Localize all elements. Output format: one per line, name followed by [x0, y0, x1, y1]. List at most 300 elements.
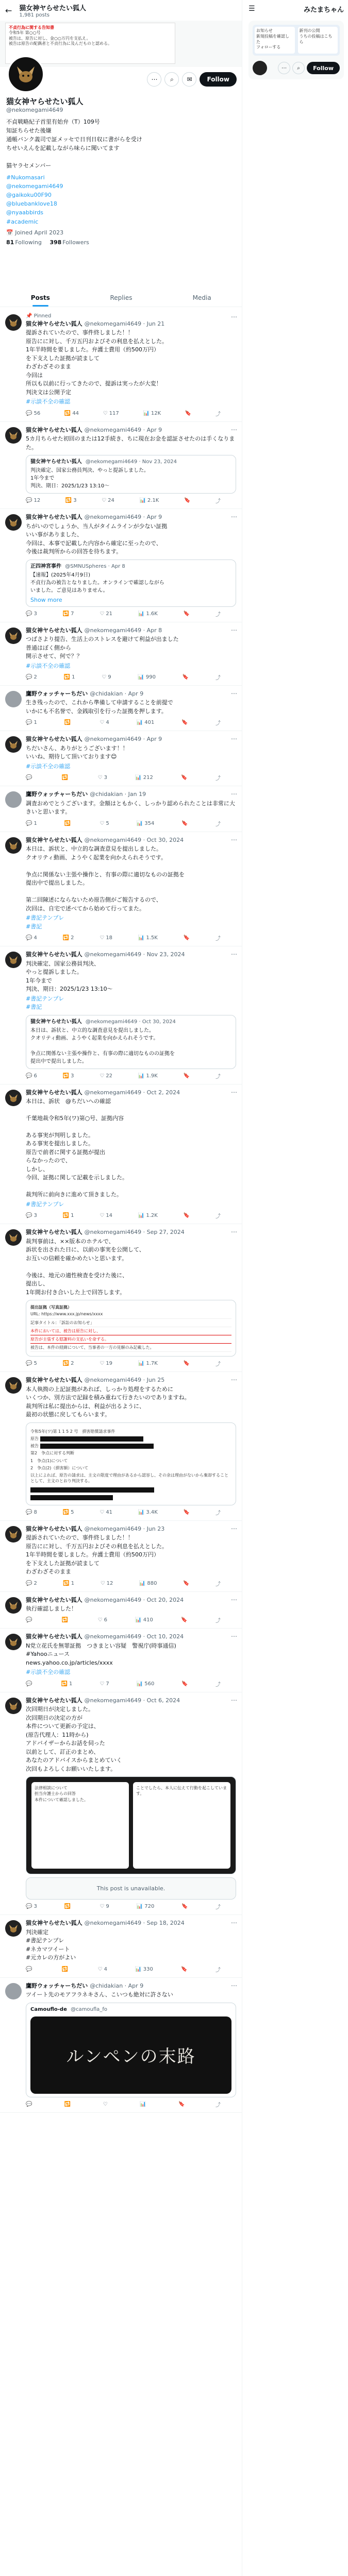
- tweet-text: ちだいさん、ありがとうございます！！ いいね、期待して頂いております😊: [26, 744, 128, 760]
- retweet-icon: 🔁: [63, 674, 71, 681]
- doc-line: 被告: [30, 1443, 231, 1449]
- tweet-handle[interactable]: @nekomegami4649 · Oct 20, 2024: [84, 1596, 184, 1603]
- tweet[interactable]: [0, 686, 242, 731]
- tweet-author[interactable]: 猫女神ヤらせたい狐人: [26, 1596, 82, 1603]
- like-button[interactable]: [103, 2100, 109, 2108]
- fox-avatar-icon: [7, 1700, 20, 1712]
- redaction-bar: [30, 1495, 113, 1500]
- share-icon[interactable]: ⤴: [215, 1967, 221, 1973]
- like-button[interactable]: ♡ 3: [97, 775, 107, 781]
- tab-media[interactable]: Media: [192, 294, 211, 301]
- tab-posts[interactable]: Posts: [0, 289, 81, 307]
- tweet-handle[interactable]: @nekomegami4649 · Jun 21: [84, 320, 165, 327]
- bookmark-icon[interactable]: 🔖: [183, 611, 190, 617]
- bookmark-icon[interactable]: 🔖: [183, 935, 190, 941]
- tweet-author[interactable]: 猫女神ヤらせたい狐人: [26, 736, 82, 743]
- tweet-header: [26, 626, 236, 634]
- retweet-icon: 🔁: [62, 1073, 70, 1079]
- tweet-avatar[interactable]: [5, 1229, 22, 1246]
- more-icon[interactable]: ⋯: [231, 313, 237, 320]
- reply-button[interactable]: 💬 1: [26, 820, 37, 826]
- tweet-hashtags[interactable]: #示談不全の確認: [26, 398, 71, 405]
- more-icon[interactable]: ⋯: [231, 951, 237, 958]
- tweet-handle[interactable]: @chidakian · Jan 19: [90, 791, 146, 798]
- views-button[interactable]: 📊 1.7K: [138, 1361, 158, 1367]
- tweet-handle[interactable]: @nekomegami4649 · Sep 18, 2024: [84, 1920, 185, 1927]
- like-button[interactable]: ♡ 12: [100, 1580, 113, 1586]
- tweet-handle[interactable]: @nekomegami4649 · Oct 10, 2024: [84, 1633, 184, 1640]
- more-icon[interactable]: ⋯: [231, 1228, 237, 1236]
- tweet-author[interactable]: 鷹野ウォッチャーちだい: [26, 690, 88, 698]
- tweet-actions: [26, 410, 236, 417]
- menu-icon[interactable]: ☰: [248, 5, 255, 13]
- tweet-avatar[interactable]: [5, 791, 22, 808]
- quoted-tweet[interactable]: [26, 1015, 236, 1069]
- tweet-header: [26, 790, 236, 798]
- side-name: みたまちゃん: [303, 6, 344, 14]
- message-icon[interactable]: ✉: [182, 72, 196, 87]
- tweet-author[interactable]: 猫女神ヤらせたい狐人: [26, 1697, 82, 1704]
- heart-icon: ♡: [100, 935, 105, 941]
- tweet-author[interactable]: 鷹野ウォッチャーちだい: [26, 1982, 88, 1989]
- reply-button[interactable]: 💬 5: [26, 1361, 37, 1367]
- tweet-actions: [26, 774, 236, 782]
- tweet-hashtags[interactable]: #書記テンプレ: [26, 1200, 64, 1208]
- profile-link[interactable]: @bluebanklove18: [6, 200, 57, 208]
- reply-button[interactable]: 💬 8: [26, 1509, 37, 1515]
- views-button[interactable]: 📊 330: [135, 1966, 153, 1972]
- reply-button[interactable]: 💬 12: [26, 498, 41, 504]
- quoted-tweet[interactable]: [26, 455, 236, 494]
- more-icon[interactable]: ⋯: [231, 690, 237, 698]
- tweet[interactable]: [0, 946, 242, 1084]
- tweet[interactable]: [0, 1084, 242, 1225]
- tweet-image[interactable]: [26, 1422, 236, 1505]
- tweet[interactable]: [0, 1592, 242, 1629]
- chart-icon: 📊: [138, 1361, 145, 1367]
- more-icon[interactable]: ⋯: [231, 836, 237, 843]
- retweet-button[interactable]: [62, 1965, 70, 1973]
- reply-button[interactable]: 💬 1: [26, 720, 37, 726]
- tweet-avatar[interactable]: [5, 837, 22, 854]
- tweet-author[interactable]: 猫女神ヤらせたい狐人: [26, 626, 82, 634]
- tweet-hashtags[interactable]: #書記テンプレ #書記: [26, 914, 64, 930]
- more-icon[interactable]: ⋯: [231, 735, 237, 743]
- reply-button[interactable]: [26, 1616, 34, 1624]
- views-button[interactable]: 📊 1.2K: [138, 1213, 158, 1219]
- reply-button[interactable]: 💬 2: [26, 1580, 37, 1586]
- profile-link[interactable]: @nekomegami4649: [6, 183, 63, 190]
- redaction-bar: [30, 1487, 154, 1493]
- profile-tabs: [0, 289, 242, 307]
- views-button[interactable]: 📊 990: [138, 674, 156, 681]
- tweet-avatar[interactable]: [5, 1526, 22, 1543]
- reply-button[interactable]: [26, 774, 34, 782]
- tweet-handle[interactable]: @nekomegami4649 · Sep 27, 2024: [84, 1229, 185, 1236]
- following-label[interactable]: Following: [15, 239, 42, 246]
- profile-bio: 不貞戦略紀子首里有始弁（T）109号 知証ちらせた後嫌 通帳バンク義司で証メッセで日刊日収に書がらを受け ちせいえんを記載しながら味らに聞いてます 猫ヤラセメンバー: [6, 118, 142, 170]
- more-icon[interactable]: ⋯: [231, 513, 237, 521]
- tweet-image[interactable]: [26, 1300, 236, 1357]
- views-button[interactable]: 📊 720: [136, 1904, 155, 1910]
- more-icon[interactable]: ⋯: [231, 1088, 237, 1096]
- reply-button[interactable]: 💬 3: [26, 1213, 37, 1219]
- like-button[interactable]: ♡ 5: [100, 820, 109, 826]
- bookmark-icon[interactable]: 🔖: [183, 1361, 190, 1367]
- more-icon[interactable]: ⋯: [278, 62, 290, 74]
- like-button[interactable]: ♡ 14: [100, 1213, 113, 1219]
- more-icon[interactable]: ⋯: [231, 1633, 237, 1640]
- reply-button[interactable]: 💬 4: [26, 935, 37, 941]
- retweet-icon: 🔁: [62, 935, 70, 941]
- tweet-author[interactable]: 猫女神ヤらせたい狐人: [26, 951, 82, 958]
- tweet-actions: [26, 497, 236, 504]
- tweet-header: [26, 1596, 236, 1604]
- tweet-author[interactable]: 猫女神ヤらせたい狐人: [26, 514, 82, 521]
- reply-button[interactable]: 💬 3: [26, 611, 37, 617]
- views-button[interactable]: [140, 2100, 147, 2108]
- retweet-icon: 🔁: [62, 1361, 70, 1367]
- tweet-header: [26, 1919, 236, 1927]
- tweet-author[interactable]: 猫女神ヤらせたい狐人: [26, 1633, 82, 1640]
- phone-screen: ことでしたら、本人に伝えて行動を起こしています。: [133, 1782, 230, 1869]
- reply-button[interactable]: 💬 2: [26, 674, 37, 681]
- views-button[interactable]: 📊 401: [136, 720, 155, 726]
- tweet-hashtags[interactable]: #示談不全の確認: [26, 1669, 71, 1676]
- tweet-avatar[interactable]: [5, 1090, 22, 1106]
- tweet[interactable]: [0, 1629, 242, 1692]
- tweet-hashtags[interactable]: #示談不全の確認: [26, 662, 71, 669]
- heart-icon: ♡: [100, 611, 105, 617]
- retweet-button[interactable]: 🔁 3: [65, 498, 77, 504]
- share-icon[interactable]: ⤴: [215, 1074, 221, 1080]
- tweet-handle[interactable]: @nekomegami4649 · Nov 23, 2024: [84, 951, 185, 958]
- share-icon[interactable]: ⤴: [215, 1214, 221, 1220]
- tweet-author[interactable]: 猫女神ヤらせたい狐人: [26, 1525, 82, 1532]
- tweet[interactable]: [0, 1978, 242, 2113]
- profile-avatar[interactable]: [7, 56, 44, 93]
- banner-line: 令和5年 第○○号: [9, 30, 41, 36]
- tweet-text: 調査おめでとうございます。金額はともかく、しっかり認められたことは非常に大きいと思います。: [26, 800, 235, 816]
- tweet-handle[interactable]: @nekomegami4649 · Oct 6, 2024: [84, 1697, 180, 1704]
- tweet-header: [26, 1697, 236, 1704]
- fox-avatar-icon: [13, 61, 39, 87]
- tweet[interactable]: [0, 1521, 242, 1592]
- more-icon[interactable]: ⋯: [231, 1919, 237, 1927]
- bookmark-icon[interactable]: 🔖: [181, 1681, 188, 1687]
- tweet-handle[interactable]: @nekomegami4649 · Oct 2, 2024: [84, 1089, 180, 1096]
- like-button[interactable]: ♡ 4: [97, 1966, 107, 1972]
- tweet-avatar[interactable]: [5, 1634, 22, 1650]
- chart-icon: 📊: [136, 720, 143, 726]
- joined-date: 📅 Joined April 2023: [6, 229, 64, 236]
- share-icon[interactable]: ⤴: [215, 2102, 221, 2108]
- more-icon[interactable]: ⋯: [231, 1981, 237, 1989]
- more-icon[interactable]: ⋯: [231, 1524, 237, 1532]
- like-button[interactable]: ♡ 19: [100, 1361, 113, 1367]
- tweet-avatar[interactable]: [5, 736, 22, 753]
- tweet-handle[interactable]: @nekomegami4649 · Jun 23: [84, 1525, 165, 1532]
- tweet-author[interactable]: 猫女神ヤらせたい狐人: [26, 1377, 82, 1384]
- tweet-avatar[interactable]: [5, 952, 22, 968]
- banner-line: 被告は、原告に対し、金○○万円を支払え。: [9, 36, 91, 41]
- heart-icon: ♡: [100, 1073, 105, 1079]
- reply-icon: 💬: [26, 1617, 32, 1623]
- tweet[interactable]: [0, 786, 242, 832]
- chart-icon: 📊: [138, 935, 145, 941]
- show-more-link[interactable]: Show more: [30, 596, 62, 603]
- share-icon[interactable]: ⤴: [215, 1682, 221, 1688]
- share-icon[interactable]: ⤴: [215, 1618, 221, 1624]
- more-icon[interactable]: ⋯: [231, 426, 237, 433]
- court-document-image: [26, 1423, 236, 1505]
- tweet[interactable]: [0, 309, 242, 422]
- tweet-handle[interactable]: @nekomegami4649 · Apr 9: [84, 514, 162, 521]
- views-button[interactable]: 📊 410: [135, 1617, 153, 1623]
- views-button[interactable]: 📊 1.6K: [138, 611, 158, 617]
- tweet-handle[interactable]: @nekomegami4649 · Apr 9: [84, 426, 162, 433]
- bookmark-icon[interactable]: 🔖: [183, 1580, 190, 1586]
- views-button[interactable]: 📊 12K: [143, 410, 161, 416]
- tweet[interactable]: [0, 622, 242, 686]
- tweet-avatar[interactable]: [5, 1597, 22, 1614]
- tweet-author[interactable]: 鷹野ウォッチャーちだい: [26, 791, 88, 798]
- profile-link[interactable]: #Nukomasari: [6, 174, 45, 181]
- bookmark-icon[interactable]: 🔖: [182, 674, 189, 681]
- like-button[interactable]: ♡ 21: [100, 611, 113, 617]
- mini-avatar[interactable]: [253, 61, 267, 75]
- tweet-avatar[interactable]: [5, 691, 22, 707]
- share-icon[interactable]: ⤴: [215, 936, 221, 942]
- profile-link[interactable]: @gaikoku00F90: [6, 192, 52, 199]
- back-arrow-icon[interactable]: ←: [5, 5, 12, 15]
- views-button[interactable]: 📊 212: [135, 775, 153, 781]
- quoted-tweet[interactable]: [26, 560, 236, 607]
- retweet-button[interactable]: [64, 1903, 72, 1910]
- profile-link[interactable]: @nyaabbirds: [6, 209, 44, 216]
- more-icon[interactable]: ⋯: [231, 1696, 237, 1704]
- share-icon[interactable]: ⤴: [215, 1362, 221, 1368]
- bookmark-icon[interactable]: 🔖: [181, 1904, 188, 1910]
- share-icon[interactable]: ⤴: [215, 1905, 221, 1911]
- retweet-button[interactable]: 🔁 5: [62, 1509, 74, 1515]
- share-icon[interactable]: ⤴: [215, 1510, 221, 1516]
- share-icon[interactable]: ⤴: [215, 675, 221, 682]
- share-icon[interactable]: ⤴: [215, 499, 221, 505]
- like-button[interactable]: ♡ 117: [103, 410, 119, 416]
- tweet-header: [26, 1228, 236, 1236]
- share-icon[interactable]: ⤴: [216, 411, 221, 417]
- following-count[interactable]: 81: [6, 239, 14, 246]
- retweet-button[interactable]: 🔁 1: [62, 1213, 74, 1219]
- mini-profile[interactable]: [248, 21, 344, 79]
- quote-text: 判決確定、国家公務員判決、やっと提訴しました。 1年今まで 判決、期日：2025/1/23 13:10〜: [30, 468, 149, 489]
- tweet[interactable]: [0, 731, 242, 786]
- more-icon[interactable]: ⋯: [231, 1596, 237, 1603]
- bookmark-icon[interactable]: 🔖: [181, 1617, 188, 1623]
- tweet-text: 次回期日が決定しました。 次回期日の決定の方が 本件について更新の予定は、 (原告代理人：11時から) アドバイザーからお話を伺った 以前として、訂正のまとめ、 あなたのアドバイスからまとめていく 次回もよろしくお願いいたします。: [26, 1706, 122, 1772]
- bookmark-icon[interactable]: 🔖: [183, 1213, 190, 1219]
- share-icon[interactable]: ⤴: [215, 721, 221, 727]
- quote-handle: @camoufla_fo: [71, 2006, 107, 2012]
- tweet-author[interactable]: 猫女神ヤらせたい狐人: [26, 836, 82, 843]
- views-button[interactable]: 📊 354: [136, 820, 155, 826]
- tweet-avatar[interactable]: [5, 1983, 22, 1999]
- retweet-button[interactable]: 🔁 3: [62, 1073, 74, 1079]
- doc-line: 原告が主張する慰謝料の支払いを命ずる。: [30, 1335, 231, 1344]
- bookmark-icon[interactable]: 🔖: [181, 820, 188, 826]
- profile-link[interactable]: #academic: [6, 218, 39, 225]
- search-icon[interactable]: ⌕: [292, 62, 305, 74]
- bookmark-icon[interactable]: 🔖: [184, 498, 191, 504]
- chart-icon: 📊: [139, 498, 146, 504]
- retweet-button[interactable]: [62, 1616, 70, 1624]
- tweet-handle[interactable]: @nekomegami4649 · Apr 8: [84, 626, 162, 634]
- tweet-handle[interactable]: @nekomegami4649 · Oct 30, 2024: [84, 836, 184, 843]
- tweet[interactable]: [0, 1372, 242, 1520]
- bookmark-icon[interactable]: 🔖: [181, 775, 188, 781]
- tweet-author[interactable]: 猫女神ヤらせたい狐人: [26, 1229, 82, 1236]
- quote-header: [30, 1019, 231, 1026]
- chart-icon: 📊: [138, 611, 145, 617]
- tweet-avatar[interactable]: [5, 628, 22, 644]
- reply-button[interactable]: 💬 56: [26, 410, 41, 416]
- tweet-actions: [26, 1616, 236, 1624]
- tweet-text: 本日は、訴状 @ちだいへの確認 千葉地裁令和5年(ワ)第○号、証拠内容 ある事実が判明しました。 ある事実を提出しました。 原告で前者に関する証拠が提出 らなかったので、 しかし、 今回、証拠に関して記載を示しました。 裁判所に前向きに進めて頂きました。: [26, 1097, 128, 1198]
- tweet-actions: [26, 1680, 236, 1688]
- more-icon[interactable]: ⋯: [147, 72, 161, 87]
- tweet[interactable]: [0, 1224, 242, 1372]
- like-button[interactable]: ♡ 9: [102, 674, 111, 681]
- followers-count[interactable]: 398: [49, 239, 62, 246]
- tweet[interactable]: [0, 832, 242, 946]
- retweet-button[interactable]: 🔁 7: [62, 611, 74, 617]
- reply-button[interactable]: [26, 1965, 34, 1973]
- tweet-avatar[interactable]: [5, 1920, 22, 1937]
- like-button[interactable]: ♡ 24: [102, 498, 114, 504]
- tweet[interactable]: [0, 422, 242, 509]
- banner-line: 不貞行為に関する告知書: [9, 25, 54, 30]
- tab-replies[interactable]: Replies: [110, 294, 132, 301]
- mini-follow-button[interactable]: Follow: [307, 62, 340, 74]
- tweet-handle[interactable]: @nekomegami4649 · Apr 9: [84, 736, 162, 743]
- like-button[interactable]: ♡ 41: [100, 1509, 113, 1515]
- share-icon[interactable]: ⤴: [215, 612, 221, 618]
- reply-icon: 💬: [26, 674, 32, 681]
- tweet[interactable]: [0, 1692, 242, 1915]
- reply-icon: 💬: [26, 1509, 32, 1515]
- follow-button[interactable]: Follow: [200, 72, 237, 87]
- tweet-image[interactable]: [26, 1776, 236, 1874]
- like-button[interactable]: ♡ 6: [97, 1617, 107, 1623]
- views-button[interactable]: 📊 1.9K: [138, 1073, 158, 1079]
- search-icon[interactable]: ⌕: [164, 72, 179, 87]
- reply-button[interactable]: [26, 2100, 34, 2108]
- retweet-button[interactable]: 🔁 44: [64, 410, 79, 416]
- followers-label[interactable]: Followers: [62, 239, 89, 246]
- tweet-author[interactable]: 猫女神ヤらせたい狐人: [26, 320, 82, 327]
- tweet-handle[interactable]: @nekomegami4649 · Jun 25: [84, 1377, 165, 1384]
- views-button[interactable]: 📊 560: [136, 1681, 155, 1687]
- retweet-icon: 🔁: [64, 410, 71, 416]
- tweet-hashtags[interactable]: #書記テンプレ #書記: [26, 995, 64, 1011]
- tweet-author[interactable]: 猫女神ヤらせたい狐人: [26, 1920, 82, 1927]
- fox-avatar-icon: [7, 1379, 20, 1392]
- views-button[interactable]: 📊 3.4K: [138, 1509, 158, 1515]
- tweet-handle[interactable]: @chidakian · Apr 9: [90, 690, 144, 698]
- retweet-button[interactable]: 🔁 1: [63, 674, 75, 681]
- reply-button[interactable]: 💬 6: [26, 1073, 37, 1079]
- fox-avatar-icon: [7, 1528, 20, 1540]
- views-button[interactable]: 📊 2.1K: [139, 498, 159, 504]
- redaction-bar: [40, 1436, 143, 1442]
- bookmark-icon[interactable]: 🔖: [181, 1966, 188, 1972]
- retweet-button[interactable]: [62, 774, 70, 782]
- quoted-tweet[interactable]: [26, 2003, 236, 2097]
- chart-icon: 📊: [138, 1073, 145, 1079]
- reply-button[interactable]: 💬 3: [26, 1904, 37, 1910]
- tweet-handle[interactable]: @chidakian · Apr 9: [90, 1982, 144, 1989]
- retweet-button[interactable]: [64, 719, 72, 726]
- tweet-avatar[interactable]: [5, 427, 22, 444]
- reply-button[interactable]: [26, 1680, 34, 1688]
- share-icon[interactable]: ⤴: [215, 821, 221, 827]
- tweet-avatar[interactable]: [5, 514, 22, 531]
- more-icon[interactable]: ⋯: [231, 1376, 237, 1384]
- tweet-hashtags[interactable]: #示談不全の確認: [26, 762, 71, 770]
- doc-title: 提出証拠（写真証拠）: [30, 1305, 72, 1310]
- like-button[interactable]: ♡ 9: [100, 1904, 109, 1910]
- tweet-avatar[interactable]: [5, 1698, 22, 1714]
- more-icon[interactable]: ⋯: [231, 790, 237, 798]
- like-button[interactable]: ♡ 22: [100, 1073, 113, 1079]
- bookmark-icon[interactable]: 🔖: [185, 410, 192, 416]
- share-icon[interactable]: ⤴: [215, 776, 221, 782]
- tweet-avatar[interactable]: [5, 1377, 22, 1394]
- retweet-button[interactable]: [64, 2100, 72, 2108]
- bookmark-icon[interactable]: 🔖: [181, 720, 188, 726]
- doc-line: 原告: [30, 1436, 231, 1442]
- share-icon[interactable]: ⤴: [215, 1581, 221, 1587]
- like-button[interactable]: ♡ 18: [100, 935, 113, 941]
- tweet-avatar[interactable]: [5, 314, 22, 331]
- retweet-button[interactable]: [64, 820, 72, 827]
- tweet-author[interactable]: 猫女神ヤらせたい狐人: [26, 1089, 82, 1096]
- views-button[interactable]: 📊 880: [139, 1580, 157, 1586]
- retweet-button[interactable]: 🔁 2: [62, 935, 74, 941]
- tweet-author[interactable]: 猫女神ヤらせたい狐人: [26, 426, 82, 433]
- tweet-header: [26, 951, 236, 958]
- retweet-button[interactable]: 🔁 1: [63, 1580, 75, 1586]
- retweet-button[interactable]: 🔁 2: [62, 1361, 74, 1367]
- like-button[interactable]: ♡ 4: [100, 720, 109, 726]
- profile-links: [6, 173, 236, 226]
- retweet-button[interactable]: 🔁 1: [61, 1681, 73, 1687]
- views-button[interactable]: 📊 1.5K: [138, 935, 158, 941]
- bookmark-icon[interactable]: 🔖: [183, 1073, 190, 1079]
- more-icon[interactable]: ⋯: [231, 626, 237, 634]
- retweet-icon: 🔁: [62, 1213, 70, 1219]
- quote-author: 猫女神ヤらせたい狐人: [30, 1019, 82, 1025]
- tweet[interactable]: [0, 509, 242, 622]
- bookmark-icon[interactable]: 🔖: [183, 1509, 190, 1515]
- like-button[interactable]: ♡ 7: [100, 1681, 109, 1687]
- fox-avatar-icon: [7, 1092, 20, 1104]
- fox-avatar-icon: [7, 429, 20, 442]
- tweet[interactable]: [0, 1915, 242, 1977]
- bookmark-icon[interactable]: 🔖: [178, 2101, 185, 2107]
- mini-bubble: お知らせ 新規投稿を確認した フォローする: [255, 27, 295, 54]
